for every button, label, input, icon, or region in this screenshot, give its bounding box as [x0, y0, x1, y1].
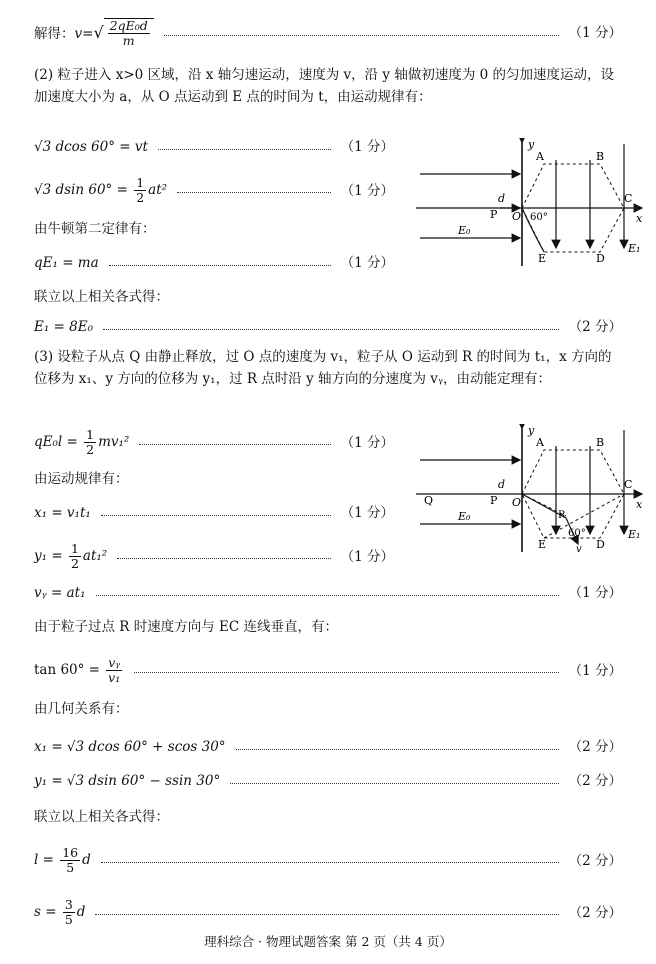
leader-dots	[139, 444, 330, 445]
leader-dots	[103, 329, 559, 330]
label-Q: Q	[424, 494, 434, 507]
eq-rhs: mv₁²	[98, 434, 130, 450]
frac-num: 3	[64, 897, 73, 912]
eq-lhs: qE₀l =	[34, 434, 83, 450]
eq-rhs: at₁²	[82, 548, 108, 564]
diagram-field-trajectory-1	[416, 138, 648, 270]
score: （1 分）	[568, 662, 622, 679]
score: （1 分）	[340, 505, 394, 521]
frac-den: 2	[70, 556, 79, 571]
frac-den: 5	[64, 912, 73, 927]
answer-line-v	[34, 18, 622, 48]
equation: x₁ = √3 dcos 60° + scos 30°	[34, 739, 226, 755]
frac-num: vᵧ	[108, 655, 121, 670]
label-angle: 60°	[568, 528, 586, 539]
label-A: A	[536, 436, 544, 449]
label-O: O	[512, 496, 522, 509]
label-E: E	[538, 538, 547, 551]
label-O: O	[512, 210, 522, 223]
equation: vᵧ = at₁	[34, 585, 86, 601]
leader-dots	[95, 914, 558, 915]
eq-vy	[34, 584, 622, 602]
label-D: D	[596, 538, 605, 551]
paragraph-part-3: (3) 设粒子从点 Q 由静止释放，过 O 点的速度为 v₁，粒子从 O 运动到 R 的时间为 t₁，x 方向的位移为 x₁、y 方向的位移为 y₁，过 R 点时沿 y 轴方向的分速度为 vᵧ，由动能定理有：	[34, 349, 612, 387]
frac-den: v₁	[108, 670, 121, 685]
frac-num: 16	[62, 845, 79, 860]
score: （2 分）	[568, 739, 622, 755]
label-E1: E₁	[628, 528, 641, 541]
eq-lhs: s =	[34, 904, 61, 920]
leader-dots	[177, 192, 331, 193]
eq-newton	[34, 254, 394, 272]
label-B: B	[596, 436, 605, 449]
equation: y₁ = √3 dsin 60° − ssin 30°	[34, 773, 221, 789]
equation: √3 dcos 60° = vt	[34, 139, 148, 155]
label-y-axis: y	[528, 424, 535, 437]
text-perpendicular: 由于粒子过点 R 时速度方向与 EC 连线垂直，有：	[34, 619, 339, 635]
score: （1 分）	[340, 139, 394, 155]
equation: qE₁ = ma	[34, 255, 99, 271]
eq-tan	[34, 656, 622, 685]
score: （1 分）	[340, 255, 394, 271]
text-combine-1: 联立以上相关各式得：	[34, 289, 169, 305]
score: （1 分）	[340, 182, 394, 199]
score: （1 分）	[340, 434, 394, 451]
leader-dots	[158, 149, 331, 150]
label-D: D	[596, 252, 605, 265]
label-E1: E₁	[628, 242, 641, 255]
eq-rhs: d	[82, 852, 91, 868]
label-R: R	[558, 510, 566, 521]
text-motion: 由运动规律有：	[34, 471, 129, 487]
eq-lhs: y₁ =	[34, 548, 67, 564]
label-angle: 60°	[530, 212, 548, 223]
leader-dots	[96, 595, 559, 596]
eq-y1-geometry	[34, 772, 622, 790]
frac-num: 2qE₀d	[109, 18, 148, 33]
eq-energy	[34, 428, 394, 457]
eq-y-motion	[34, 176, 394, 205]
label-d: d	[498, 478, 506, 491]
eq-lhs: √3 dsin 60° =	[34, 182, 133, 198]
label-B: B	[596, 150, 605, 163]
frac-den: 2	[136, 190, 145, 205]
leader-dots	[109, 265, 331, 266]
label-v: v	[576, 544, 582, 555]
label-x-axis: x	[636, 212, 643, 225]
frac-den: 2	[86, 442, 95, 457]
frac-den: 5	[66, 860, 75, 875]
score: （2 分）	[568, 904, 622, 921]
leader-dots	[117, 558, 330, 559]
text-combine-2: 联立以上相关各式得：	[34, 809, 169, 825]
leader-dots	[134, 672, 559, 673]
score: （1 分）	[568, 25, 622, 41]
score: （1 分）	[340, 548, 394, 565]
label-y-axis: y	[528, 138, 535, 151]
eq-E1-result	[34, 318, 622, 336]
eq-x1-geometry	[34, 738, 622, 756]
eq-y1	[34, 542, 394, 571]
score: （2 分）	[568, 773, 622, 789]
label-E0: E₀	[458, 224, 471, 237]
leader-dots	[101, 862, 559, 863]
frac-den: m	[122, 33, 135, 48]
equation: E₁ = 8E₀	[34, 319, 94, 335]
leader-dots	[230, 783, 558, 784]
diagram-field-trajectory-2	[416, 424, 648, 556]
label-E: E	[538, 252, 547, 265]
label-x-axis: x	[636, 498, 643, 511]
label-d: d	[498, 192, 506, 205]
label-P: P	[490, 208, 498, 221]
text-newton: 由牛顿第二定律有：	[34, 221, 156, 237]
eq-rhs: d	[76, 904, 86, 920]
score: （1 分）	[568, 585, 622, 601]
leader-dots	[164, 35, 559, 36]
score: （2 分）	[568, 852, 622, 869]
eq-lhs: tan 60° =	[34, 662, 105, 678]
label-P: P	[490, 494, 498, 507]
label-A: A	[536, 150, 544, 163]
label-solve: 解得：	[34, 26, 75, 42]
label-C: C	[624, 478, 633, 491]
text-geometry: 由几何关系有：	[34, 701, 129, 717]
label-C: C	[624, 192, 633, 205]
frac-num: 1	[136, 175, 145, 190]
paragraph-part-2: (2) 粒子进入 x>0 区域，沿 x 轴匀速运动，速度为 v，沿 y 轴做初速度为 0 的匀加速度运动，设加速度大小为 a，从 O 点运动到 E 点的时间为 t，由运动规律有：	[34, 67, 615, 105]
sqrt-expression: √ $\frac{\text{2qE₀d}}{m}$	[93, 18, 153, 48]
eq-l-result	[34, 846, 622, 875]
eq-x-motion	[34, 138, 394, 156]
eq-x1	[34, 504, 394, 522]
eq-rhs: at²	[148, 182, 168, 198]
leader-dots	[101, 515, 331, 516]
frac-num: 1	[70, 541, 79, 556]
frac-num: 1	[86, 427, 95, 442]
leader-dots	[236, 749, 559, 750]
eq-lhs: l =	[34, 852, 59, 868]
score: （2 分）	[568, 319, 622, 335]
eq-s-result	[34, 898, 622, 927]
equation: x₁ = v₁t₁	[34, 505, 91, 521]
label-E0: E₀	[458, 510, 471, 523]
eq-lhs: v=	[74, 26, 94, 42]
page-footer: 理科综合 · 物理试题答案 第 2 页（共 4 页）	[204, 934, 452, 949]
